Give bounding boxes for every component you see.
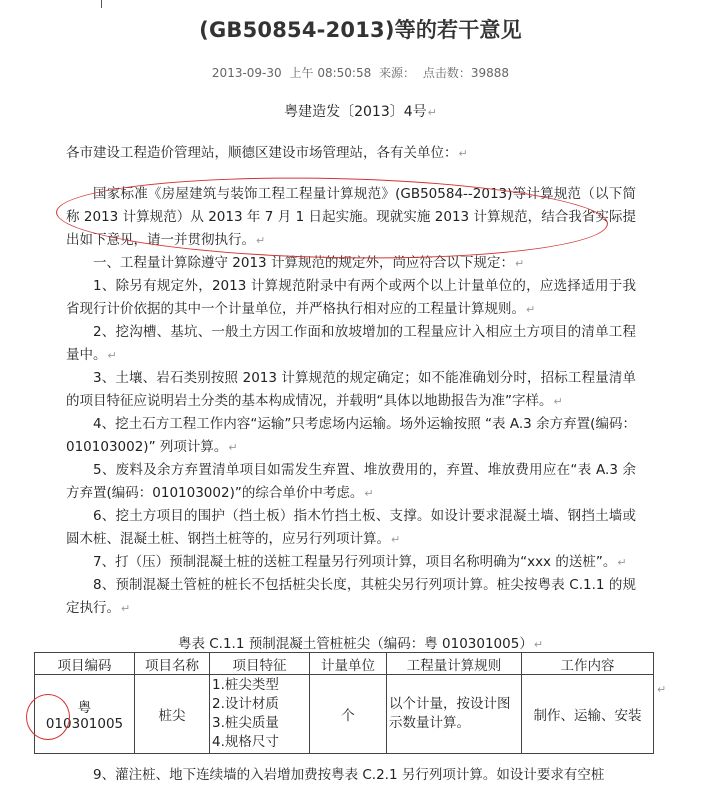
item-1-text: 1、除另有规定外，2013 计算规范附录中有两个或两个以上计量单位的，应选择适用于我省现行计价依据的其中一个计量单位，并严格执行相对应的工程量计算规则。 [66,278,636,317]
body-text [66,183,636,620]
paragraph-mark: ↵ [458,147,468,160]
item-9 [66,763,666,783]
col-header-code: 项目编码 [35,653,135,675]
list-item [66,275,636,321]
intro-paragraph [66,183,636,252]
item-3-text: 3、土壤、岩石类别按照 2013 计算规范的规定确定；如不能准确划分时，招标工程量清单的项目特征应说明岩土分类的基本构成情况，并载明“具体以地勘报告为准”字样。 [66,370,636,409]
item-4-text: 4、挖土石方工程工作内容“运输”只考虑场内运输。场外运输按照 “表 A.3 余方弃置(编码：010103002)” 列项计算。 [66,416,636,455]
paragraph-mark: ↵ [427,106,437,119]
item-8-text: 8、预制混凝土管桩的桩长不包括桩尖长度，其桩尖另行列项计算。桩尖按粤表 C.1.1 的规定执行。 [66,577,636,616]
cell-features [210,675,310,754]
paragraph-mark: ↵ [514,257,525,270]
document-number [0,101,721,121]
col-header-unit: 计量单位 [310,653,387,675]
intro-text: 国家标准《房屋建筑与装饰工程工程量计算规范》(GB50584--2013)等计算规范（以下简称 2013 计算规范）从 2013 年 7 月 1 日起实施。现就实施 2013 计算规范，结合我省实际提出如下意见，请一并贯彻执行。 [66,186,636,248]
paragraph-mark: ↵ [553,395,563,408]
section-1-heading [66,252,636,275]
section-1-text: 一、工程量计算除遵守 2013 计算规范的规定外，尚应符合以下规定： [93,255,514,271]
list-item [66,459,636,505]
salutation-text: 各市建设工程造价管理站，顺德区建设市场管理站，各有关单位： [66,145,458,161]
feature-item: 3.桩尖质量 [212,715,279,731]
source-label: 来源： [379,66,416,80]
publish-time: 上午 08:50:58 [289,66,372,80]
item-9-text: 9、灌注桩、地下连续墙的入岩增加费按粤表 C.2.1 另行列项计算。如设计要求有空桩 [93,767,605,783]
list-item [66,505,636,551]
feature-item: 1.桩尖类型 [212,677,279,693]
cell-name: 桩尖 [135,675,210,754]
table-caption [0,632,721,652]
document-number-text: 粤建造发〔2013〕4号 [284,104,427,120]
list-item [66,574,636,620]
paragraph-mark: ↵ [228,441,238,454]
publish-date: 2013-09-30 [211,66,282,80]
paragraph-mark: ↵ [391,533,401,546]
item-2-text: 2、挖沟槽、基坑、一般土方因工作面和放坡增加的工程量应计入相应土方项目的清单工程量中。 [66,324,636,363]
row-end-mark: ↵ [657,683,667,696]
article-meta [0,64,721,81]
cell-code: 粤 010301005 [35,675,135,754]
paragraph-mark: ↵ [107,349,117,362]
col-header-rule: 工程量计算规则 [387,653,522,675]
table-caption-text: 粤表 C.1.1 预制混凝土管桩桩尖（编码：粤 010301005） [177,636,533,652]
paragraph-mark: ↵ [526,303,536,316]
cell-unit: 个 [310,675,387,754]
col-header-content: 工作内容 [522,653,654,675]
page-title: (GB50854-2013)等的若干意见 [199,18,522,42]
item-6-text: 6、挖土方项目的围护（挡土板）指木竹挡土板、支撑。如设计要求混凝土墙、钢挡土墙或圆木桩、混凝土桩、钢挡土桩等的，应另行列项计算。 [66,508,636,547]
top-edge-mark [101,0,102,8]
item-7-text: 7、打（压）预制混凝土桩的送桩工程量另行列项计算，项目名称明确为“xxx 的送桩”。 [93,554,617,570]
col-header-features: 项目特征 [210,653,310,675]
paragraph-mark: ↵ [533,638,544,651]
pipe-pile-tip-table [34,652,654,754]
paragraph-mark: ↵ [364,487,374,500]
table-header-row [35,653,654,675]
list-item [66,321,636,367]
click-count: 点击数：39888 [422,66,510,80]
item-5-text: 5、废料及余方弃置清单项目如需发生弃置、堆放费用的，弃置、堆放费用应在“表 A.3 余方弃置(编码：010103002)”的综合单价中考虑。 [66,462,636,501]
feature-item: 4.规格尺寸 [212,734,279,750]
list-item [66,367,636,413]
salutation [66,142,636,165]
paragraph-mark: ↵ [121,602,131,615]
list-item [66,413,636,459]
cell-content: 制作、运输、安装 [522,675,654,754]
list-item [66,551,636,574]
cell-rule: 以个计量，按设计图示数量计算。 [387,675,522,754]
table-row [35,675,654,754]
paragraph-mark: ↵ [617,556,627,569]
feature-item: 2.设计材质 [212,696,279,712]
paragraph-mark: ↵ [256,234,266,247]
col-header-name: 项目名称 [135,653,210,675]
